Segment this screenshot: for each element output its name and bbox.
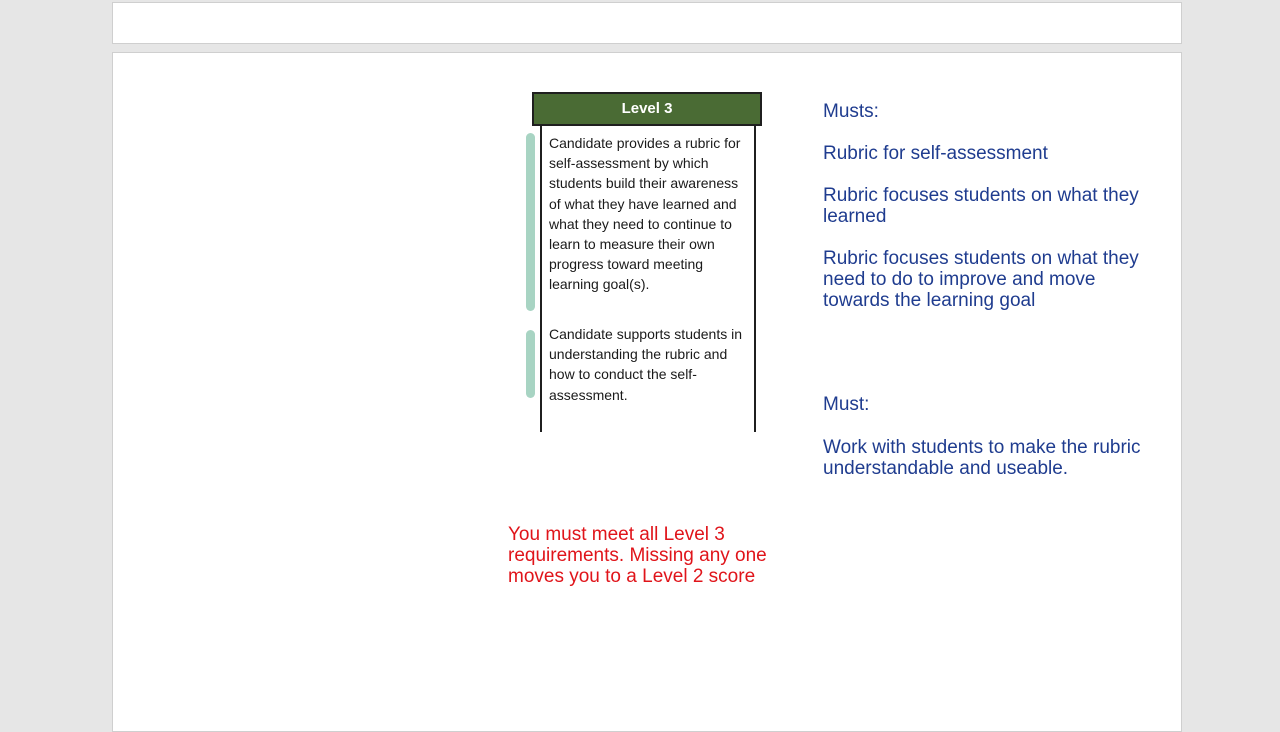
must-item-1: Rubric for self-assessment <box>823 143 1048 164</box>
rubric-border-right <box>754 126 756 432</box>
previous-page <box>112 2 1182 44</box>
rubric-header: Level 3 <box>532 92 762 126</box>
must-item-3: Rubric focuses students on what they need to do to improve and move towards the learning goal <box>823 248 1139 311</box>
rubric-paragraph-2: Candidate supports students in understanding the rubric and how to conduct the self-assessment. <box>549 326 743 403</box>
rubric-border-left <box>540 126 542 432</box>
rubric-paragraph-1: Candidate provides a rubric for self-assessment by which students build their awareness of what they have learned and what they need to continue to learn to measure their own progress toward meeting learning goal(s). <box>549 135 741 293</box>
musts-heading: Musts: <box>823 101 879 122</box>
must-heading: Must: <box>823 394 870 415</box>
must-item-4: Work with students to make the rubric understandable and useable. <box>823 437 1141 479</box>
rubric-level-3-cell <box>532 92 762 434</box>
must-item-2: Rubric focuses students on what they learned <box>823 185 1139 227</box>
level-3-warning: You must meet all Level 3 requirements. Missing any one moves you to a Level 2 score <box>508 524 767 587</box>
